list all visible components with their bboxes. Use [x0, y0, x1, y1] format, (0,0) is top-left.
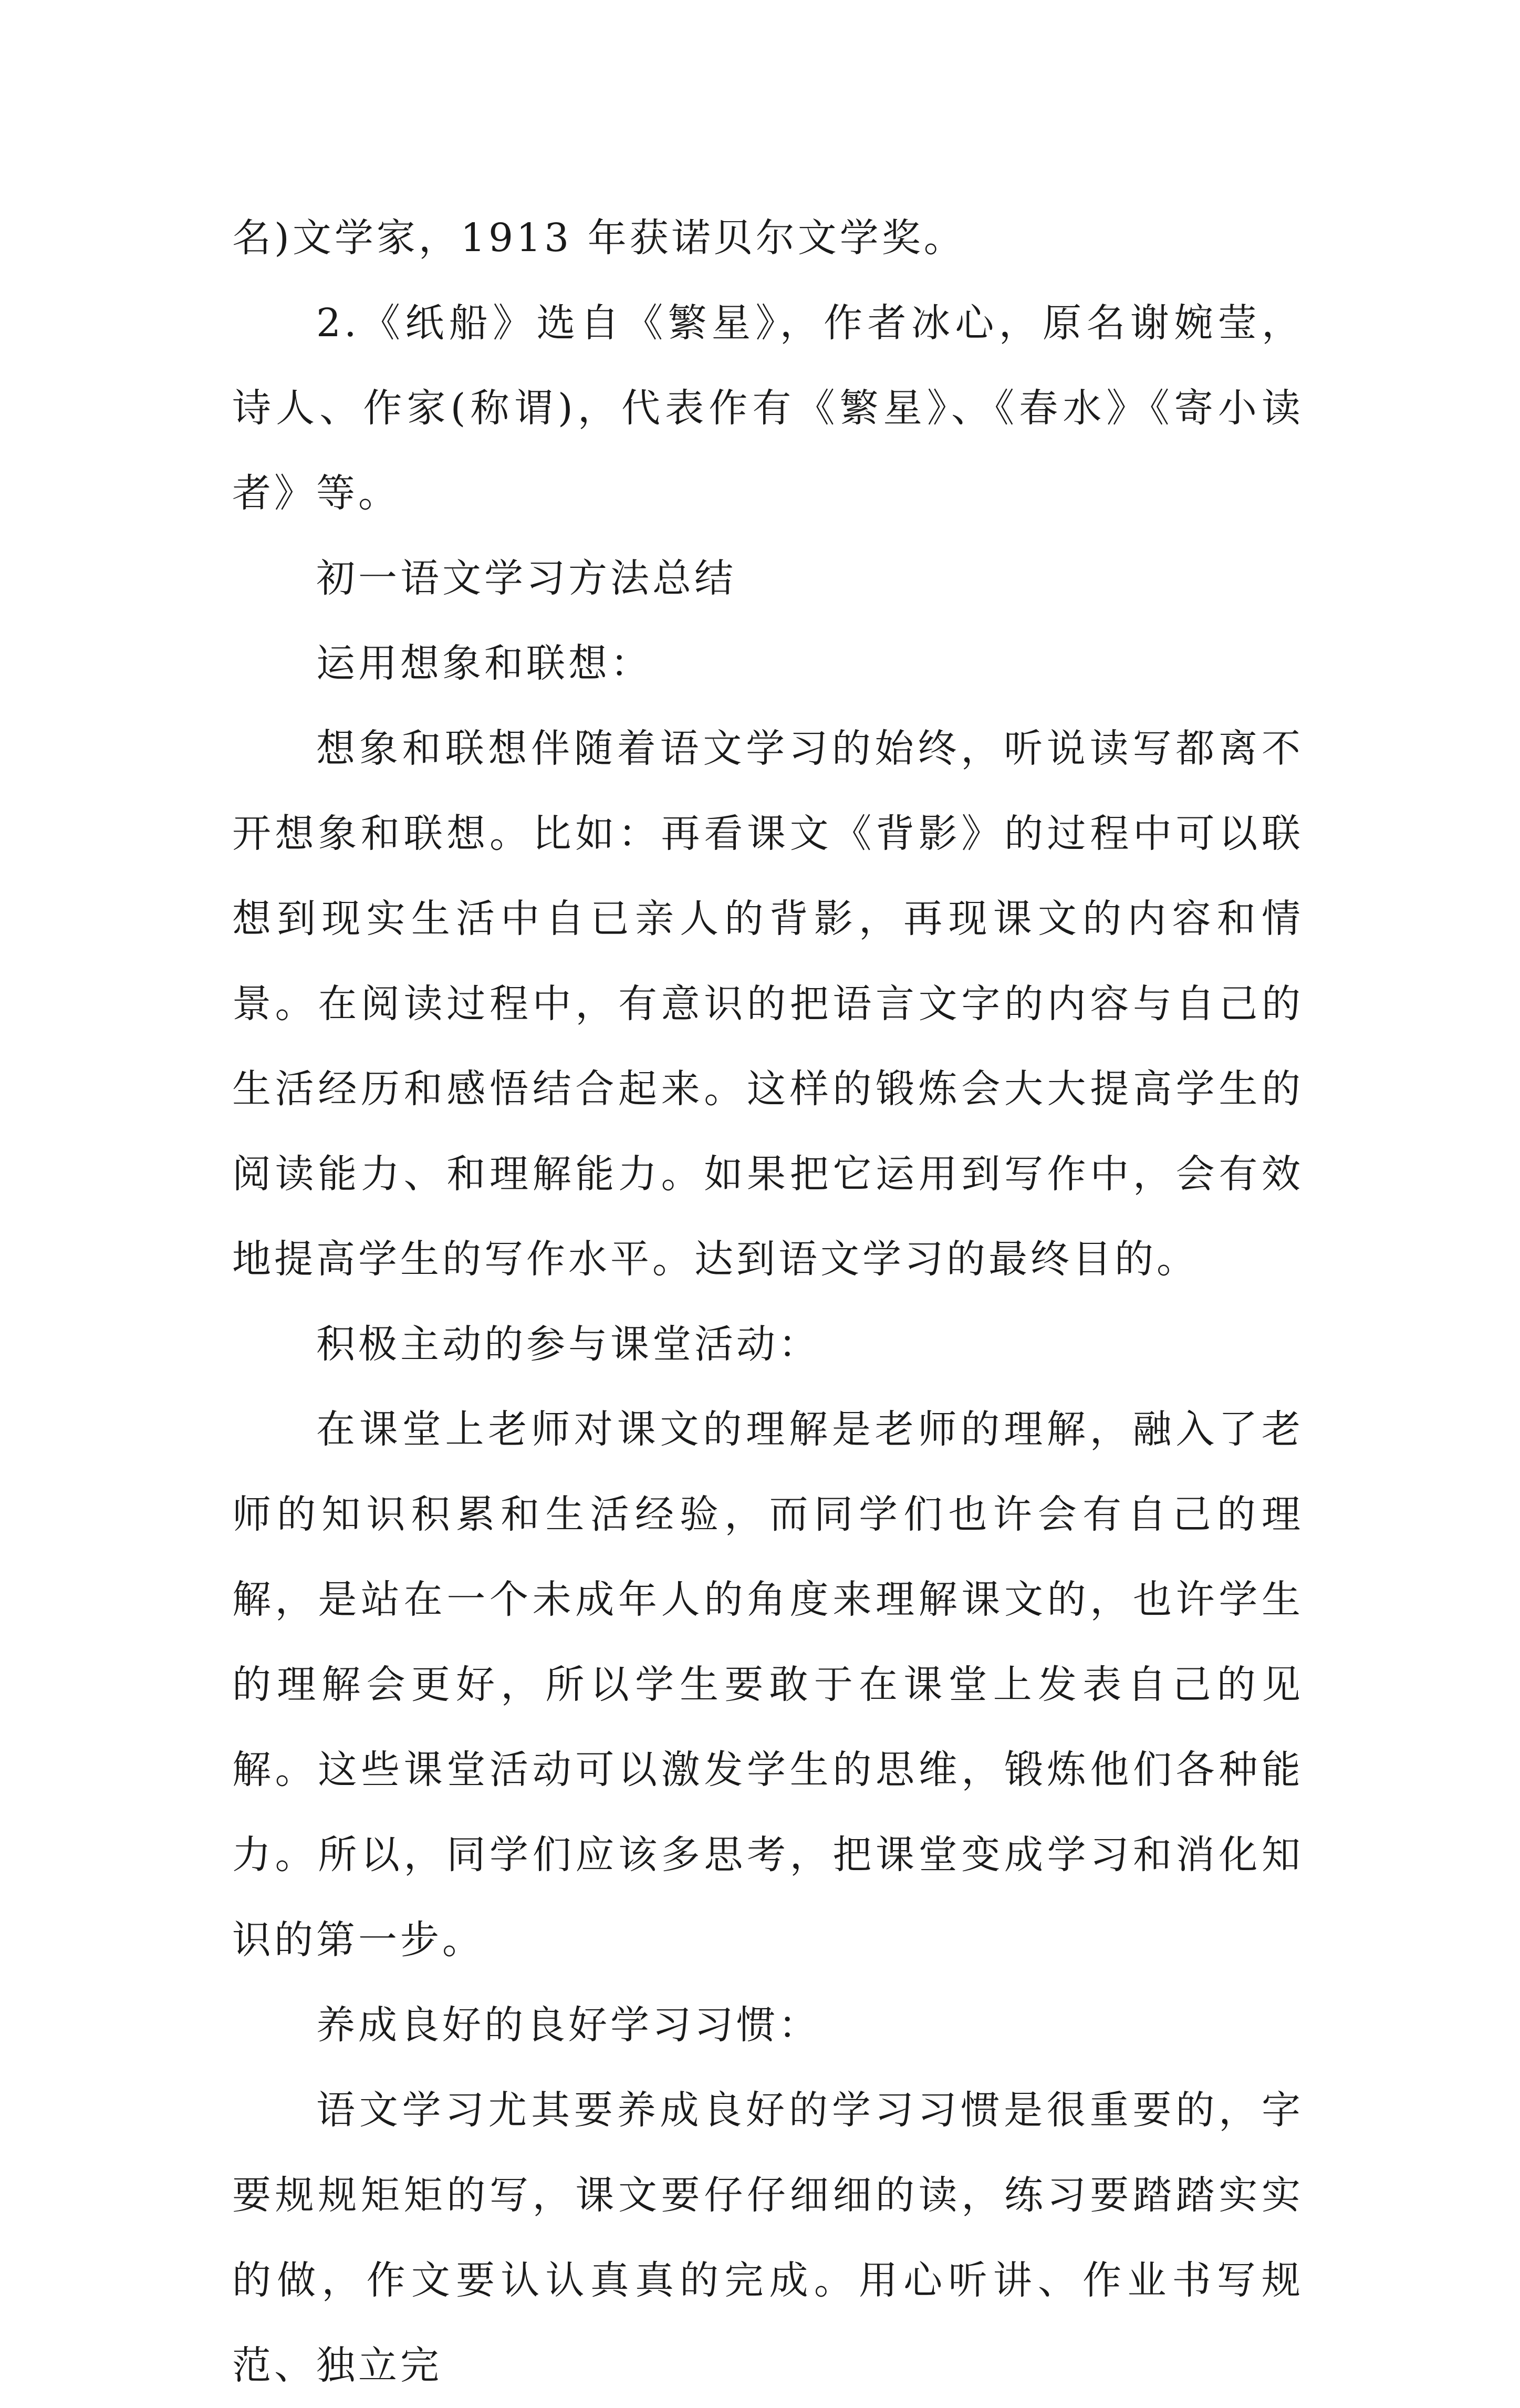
- subheading-imagination: 运用想象和联想：: [316, 641, 652, 686]
- document-body: [232, 195, 1304, 2408]
- subheading-habits: 养成良好的良好学习习惯：: [316, 2002, 820, 2048]
- paragraph-habits: 语文学习尤其要养成良好的学习习惯是很重要的，字要规规矩矩的写，课文要仔仔细细的读，练习要踏踏实实的做，作文要认认真真的完成。用心听讲、作业书写规范、独立完: [232, 2088, 1304, 2388]
- subheading-classroom: 积极主动的参与课堂活动：: [316, 1322, 820, 1367]
- paragraph-imagination: 想象和联想伴随着语文学习的始终，听说读写都离不开想象和联想。比如：再看课文《背影》的过程中可以联想到现实生活中自已亲人的背影，再现课文的内容和情景。在阅读过程中，有意识的把语言文字的内容与自己的生活经历和感悟结合起来。这样的锻炼会大大提高学生的阅读能力、和理解能力。如果把它运用到写作中，会有效地提高学生的写作水平。达到语文学习的最终目的。: [232, 726, 1304, 1282]
- paragraph-continuation: 名)文学家，1913 年获诺贝尔文学奖。: [232, 215, 966, 261]
- paragraph-classroom: 在课堂上老师对课文的理解是老师的理解，融入了老师的知识积累和生活经验，而同学们也许会有自己的理解，是站在一个未成年人的角度来理解课文的，也许学生的理解会更好，所以学生要敢于在课堂上发表自己的见解。这些课堂活动可以激发学生的思维，锻炼他们各种能力。所以，同学们应该多思考，把课堂变成学习和消化知识的第一步。: [232, 1407, 1304, 1963]
- section-title: 初一语文学习方法总结: [316, 556, 736, 601]
- paragraph-item-2-zhichuan: 2.《纸船》选自《繁星》，作者冰心，原名谢婉莹，诗人、作家(称谓)，代表作有《繁星》、《春水》《寄小读者》等。: [232, 300, 1304, 516]
